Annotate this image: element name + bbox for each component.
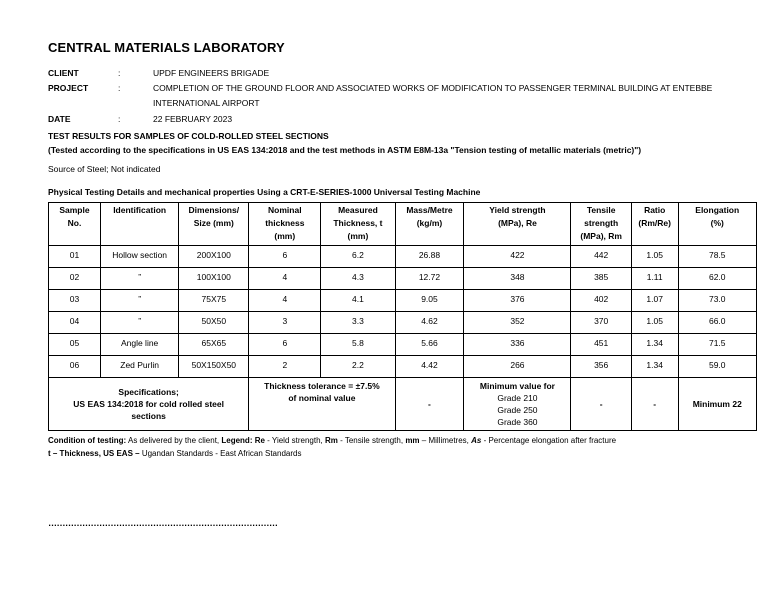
cell-sample: 02: [49, 268, 101, 290]
cell-measured: 3.3: [321, 312, 395, 334]
cell-ratio: 1.05: [631, 312, 678, 334]
date-colon: :: [118, 114, 121, 124]
spec-mass-cell: -: [395, 378, 464, 431]
cell-nominal: 6: [249, 334, 321, 356]
cell-dimensions: 65X65: [179, 334, 249, 356]
cell-sample: 03: [49, 290, 101, 312]
cell-nominal: 4: [249, 268, 321, 290]
cell-measured: 6.2: [321, 246, 395, 268]
col-header-mass: Mass/Metre (kg/m): [395, 203, 464, 246]
cell-nominal: 3: [249, 312, 321, 334]
cell-identification: Angle line: [100, 334, 178, 356]
table-row: [49, 356, 757, 378]
cell-yield: 348: [464, 268, 571, 290]
col-header-identification: Identification: [100, 203, 178, 246]
project-row: [48, 83, 748, 111]
cell-elongation: 62.0: [678, 268, 757, 290]
date-label: DATE: [48, 114, 71, 124]
cell-nominal: 2: [249, 356, 321, 378]
cell-measured: 4.3: [321, 268, 395, 290]
cell-nominal: 6: [249, 246, 321, 268]
table-header-row: [49, 203, 757, 246]
spec-ratio-cell: -: [631, 378, 678, 431]
col-header-sample: Sample No.: [49, 203, 101, 246]
cell-mass: 5.66: [395, 334, 464, 356]
conditions-line1: Condition of testing: As delivered by the client, Legend: Re - Yield strength, Rm - Tensile strength, mm – Millimetres, As - Percentage elongation after fracture: [48, 436, 617, 445]
cell-measured: 4.1: [321, 290, 395, 312]
cell-elongation: 73.0: [678, 290, 757, 312]
cell-ratio: 1.34: [631, 356, 678, 378]
table-row: [49, 334, 757, 356]
col-header-dimensions: Dimensions/ Size (mm): [179, 203, 249, 246]
cell-dimensions: 50X50: [179, 312, 249, 334]
cell-mass: 26.88: [395, 246, 464, 268]
standards-note: (Tested according to the specifications in US EAS 134:2018 and the test methods in ASTM E8M-13a "Tension testing of metallic materials (metric)"): [48, 145, 642, 155]
table-caption: Physical Testing Details and mechanical properties Using a CRT-E-SERIES-1000 Universal Testing Machine: [48, 187, 481, 197]
cell-yield: 352: [464, 312, 571, 334]
client-colon: :: [118, 68, 121, 78]
cell-measured: 2.2: [321, 356, 395, 378]
cell-tensile: 356: [571, 356, 631, 378]
cell-mass: 12.72: [395, 268, 464, 290]
cell-yield: 376: [464, 290, 571, 312]
cell-elongation: 78.5: [678, 246, 757, 268]
col-header-ratio: Ratio (Rm/Re): [631, 203, 678, 246]
cell-tensile: 402: [571, 290, 631, 312]
cell-dimensions: 200X100: [179, 246, 249, 268]
project-value-line2: INTERNATIONAL AIRPORT: [153, 98, 260, 108]
cell-ratio: 1.05: [631, 246, 678, 268]
project-value-line1: COMPLETION OF THE GROUND FLOOR AND ASSOCIATED WORKS OF MODIFICATION TO PASSENGER TERMINAL BUILDING AT ENTEBBE: [153, 83, 713, 93]
cell-elongation: 66.0: [678, 312, 757, 334]
cell-nominal: 4: [249, 290, 321, 312]
cell-elongation: 59.0: [678, 356, 757, 378]
col-header-nominal-thickness: Nominal thickness (mm): [249, 203, 321, 246]
client-label: CLIENT: [48, 68, 79, 78]
cell-mass: 9.05: [395, 290, 464, 312]
date-value: 22 FEBRUARY 2023: [153, 114, 233, 124]
spec-label-cell: Specifications; US EAS 134:2018 for cold rolled steel sections: [49, 378, 249, 431]
cell-sample: 04: [49, 312, 101, 334]
spec-elongation-cell: Minimum 22: [678, 378, 757, 431]
cell-sample: 01: [49, 246, 101, 268]
project-label: PROJECT: [48, 83, 89, 93]
client-row: [48, 68, 748, 80]
table-row: [49, 290, 757, 312]
cell-mass: 4.42: [395, 356, 464, 378]
col-header-yield: Yield strength (MPa), Re: [464, 203, 571, 246]
cell-identification: Hollow section: [100, 246, 178, 268]
signature-line: ………………………………………………………………………: [48, 518, 278, 528]
project-colon: :: [118, 83, 121, 93]
cell-dimensions: 50X150X50: [179, 356, 249, 378]
client-value: UPDF ENGINEERS BRIGADE: [153, 68, 270, 78]
cell-tensile: 442: [571, 246, 631, 268]
cell-tensile: 385: [571, 268, 631, 290]
cell-identification: ”: [100, 268, 178, 290]
cell-tensile: 451: [571, 334, 631, 356]
cell-sample: 06: [49, 356, 101, 378]
cell-yield: 422: [464, 246, 571, 268]
specification-row: [49, 378, 757, 431]
testing-conditions: [48, 434, 616, 460]
cell-elongation: 71.5: [678, 334, 757, 356]
cell-ratio: 1.11: [631, 268, 678, 290]
cell-ratio: 1.07: [631, 290, 678, 312]
spec-yield-cell: Minimum value for Grade 210 Grade 250 Grade 360: [464, 378, 571, 431]
results-heading: TEST RESULTS FOR SAMPLES OF COLD-ROLLED STEEL SECTIONS: [48, 131, 329, 141]
cell-identification: Zed Purlin: [100, 356, 178, 378]
cell-dimensions: 75X75: [179, 290, 249, 312]
cell-tensile: 370: [571, 312, 631, 334]
conditions-line2: t – Thickness, US EAS – Ugandan Standards - East African Standards: [48, 449, 302, 458]
cell-identification: ”: [100, 312, 178, 334]
col-header-tensile: Tensile strength (MPa), Rm: [571, 203, 631, 246]
cell-identification: ”: [100, 290, 178, 312]
steel-source: Source of Steel; Not indicated: [48, 164, 161, 174]
cell-mass: 4.62: [395, 312, 464, 334]
col-header-elongation: Elongation (%): [678, 203, 757, 246]
cell-yield: 266: [464, 356, 571, 378]
lab-title: CENTRAL MATERIALS LABORATORY: [48, 40, 285, 55]
cell-measured: 5.8: [321, 334, 395, 356]
results-table: [48, 202, 757, 431]
cell-ratio: 1.34: [631, 334, 678, 356]
spec-tensile-cell: -: [571, 378, 631, 431]
col-header-measured-thickness: Measured Thickness, t (mm): [321, 203, 395, 246]
cell-dimensions: 100X100: [179, 268, 249, 290]
spec-thickness-cell: Thickness tolerance = ±7.5% of nominal value: [249, 378, 395, 431]
table-row: [49, 268, 757, 290]
cell-yield: 336: [464, 334, 571, 356]
cell-sample: 05: [49, 334, 101, 356]
date-row: [48, 114, 748, 126]
table-row: [49, 246, 757, 268]
table-row: [49, 312, 757, 334]
